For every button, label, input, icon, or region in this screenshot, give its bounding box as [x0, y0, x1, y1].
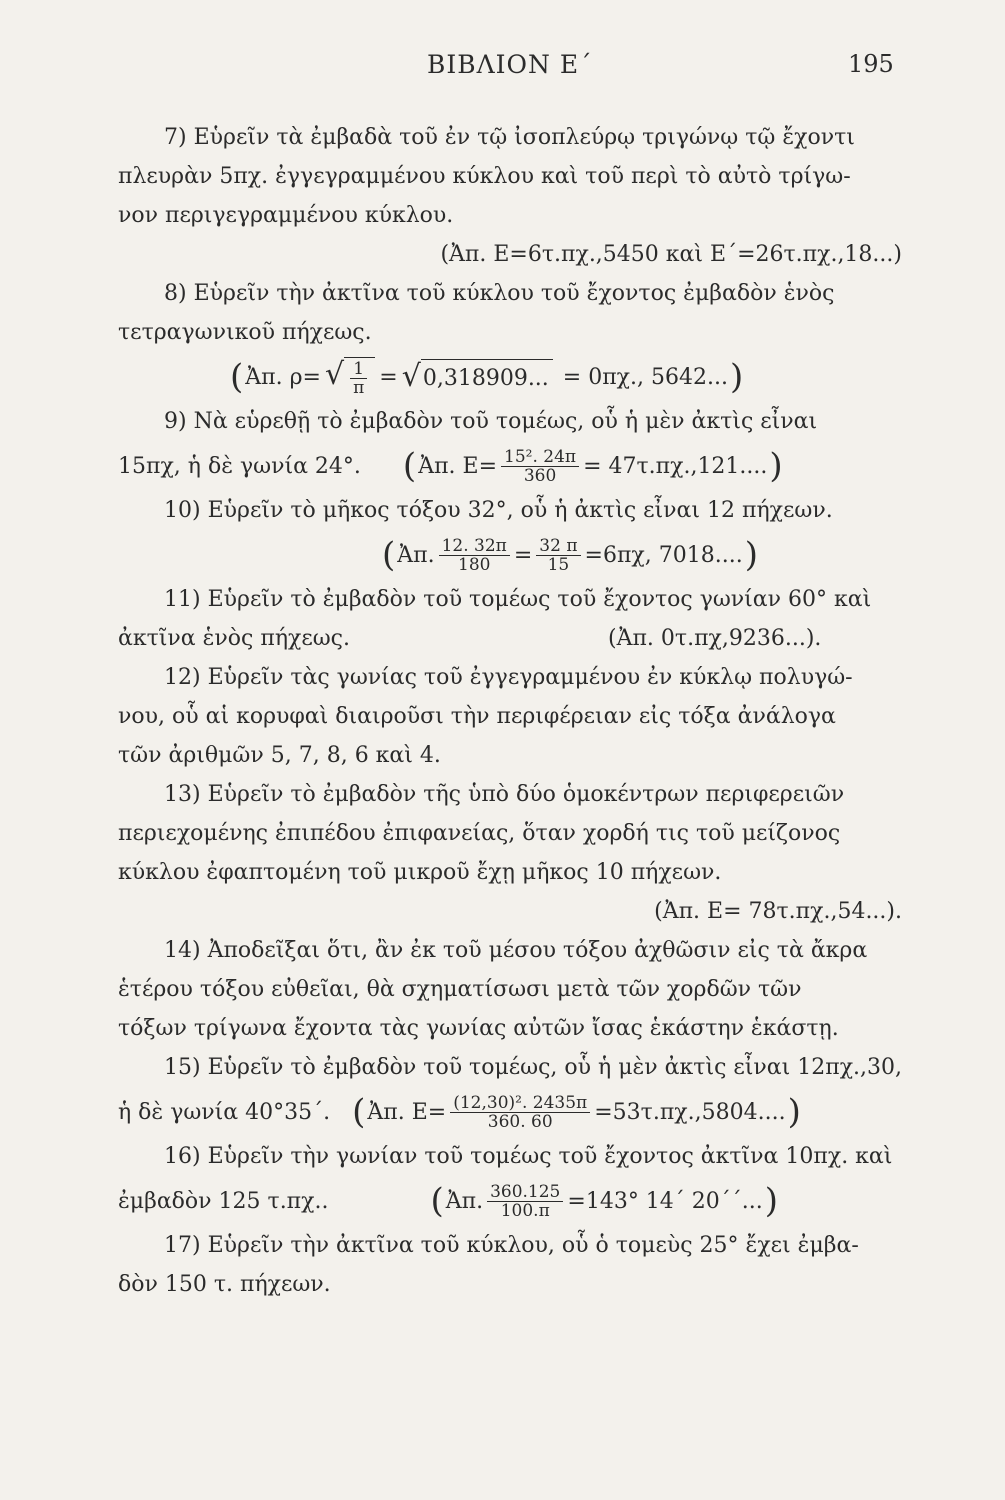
exercise-list — [118, 118, 918, 1304]
fraction — [350, 360, 367, 397]
exercise-11-line-1: 11) Εὑρεῖν τὸ ἐμβαδὸν τοῦ τομέως τοῦ ἔχοντος γωνίαν 60° καὶ — [164, 587, 872, 612]
paren-close: ) — [729, 357, 744, 397]
fraction-numerator: 12. 32π — [439, 537, 510, 556]
fraction-numerator: 1 — [350, 360, 367, 379]
exercise-7-line-1: 7) Εὑρεῖν τὰ ἐμβαδὰ τοῦ ἐν τῷ ἰσοπλεύρῳ τριγώνῳ τῷ ἔχοντι — [164, 125, 855, 150]
sqrt-fraction — [325, 357, 375, 397]
exercise-17-line-1: 17) Εὑρεῖν τὴν ἀκτῖνα τοῦ κύκλου, οὗ ὁ τομεὺς 25° ἔχει ἐμβα- — [164, 1233, 859, 1258]
exercise-12-line-1: 12) Εὑρεῖν τὰς γωνίας τοῦ ἐγγεγραμμένου ἐν κύκλῳ πολυγώ- — [164, 665, 853, 690]
fraction-numerator: (12,30)². 2435π — [450, 1094, 590, 1113]
fraction-numerator: 15². 24π — [501, 448, 579, 467]
exercise-7-answer: (Ἀπ. Ε=6τ.πχ.,5450 καὶ Ε΄=26τ.πχ.,18...) — [440, 242, 902, 267]
radical-sign-icon: √ — [324, 357, 345, 392]
answer-prefix: Ἀπ. ρ= — [245, 364, 321, 390]
paren-close: ) — [787, 1092, 801, 1132]
answer-result: =53τ.πχ.,5804.... — [594, 1099, 786, 1125]
exercise-13-answer: (Ἀπ. Ε= 78τ.πχ.,54...). — [654, 899, 902, 924]
paren-close: ) — [769, 446, 783, 486]
fraction-numerator: 360.125 — [487, 1183, 563, 1202]
exercise-13-line-2: περιεχομένης ἐπιπέδου ἐπιφανείας, ὅταν χορδή τις τοῦ μείζονος — [118, 821, 841, 846]
paren-open: ( — [352, 1092, 366, 1132]
radical-sign-icon: √ — [401, 359, 421, 394]
fraction — [439, 537, 510, 574]
fraction-denominator: π — [353, 378, 365, 398]
exercise-12-line-2: νου, οὗ αἱ κορυφαὶ διαιροῦσι τὴν περιφέρειαν εἰς τόξα ἀνάλογα — [118, 704, 836, 729]
fraction — [501, 448, 579, 485]
exercise-7-line-3: νον περιγεγραμμένου κύκλου. — [118, 203, 454, 228]
equals-sign: = — [379, 364, 398, 390]
answer-prefix: Ἀπ. Ε= — [367, 1099, 447, 1125]
answer-prefix: Ἀπ. — [445, 1188, 484, 1214]
exercise-8-line-2: τετραγωνικοῦ πήχεως. — [118, 320, 372, 345]
exercise-11-line-2 — [118, 619, 918, 658]
exercise-15-line-2 — [118, 1087, 918, 1137]
exercise-16-line-1: 16) Εὑρεῖν τὴν γωνίαν τοῦ τομέως τοῦ ἔχοντος ἀκτῖνα 10πχ. καὶ — [164, 1144, 893, 1169]
answer-result: =6πχ, 7018.... — [584, 542, 743, 568]
paren-open: ( — [402, 446, 417, 486]
answer-prefix: Ἀπ. — [397, 542, 435, 568]
exercise-15-line-1: 15) Εὑρεῖν τὸ ἐμβαδὸν τοῦ τομέως, οὗ ἡ μὲν ἀκτὶς εἶναι 12πχ.,30, — [164, 1055, 903, 1080]
exercise-16-text: ἐμβαδὸν 125 τ.πχ.. — [118, 1188, 329, 1214]
exercise-11-answer: (Ἀπ. 0τ.πχ,9236...). — [608, 626, 822, 651]
exercise-7-line-2: πλευρὰν 5πχ. ἐγγεγραμμένου κύκλου καὶ τοῦ περὶ τὸ αὐτὸ τρίγω- — [118, 164, 851, 189]
page-number: 195 — [848, 50, 894, 78]
fraction-denominator: 15 — [547, 554, 570, 575]
fraction — [536, 537, 580, 574]
paren-close: ) — [744, 535, 758, 575]
radicand: 0,318909... — [421, 359, 553, 395]
exercise-15-text: ἡ δὲ γωνία 40°35΄. — [118, 1099, 331, 1125]
exercise-8-answer — [118, 352, 918, 402]
fraction-denominator: 180 — [458, 554, 491, 575]
paren-open: ( — [382, 535, 396, 575]
exercise-14-line-3: τόξων τρίγωνα ἔχοντα τὰς γωνίας αὐτῶν ἴσας ἑκάστην ἑκάστῃ. — [118, 1016, 839, 1041]
exercise-14-line-2: ἑτέρου τόξου εὐθεῖαι, θὰ σχηματίσωσι μετὰ τῶν χορδῶν τῶν — [118, 977, 802, 1002]
exercise-9-text: 15πχ, ἡ δὲ γωνία 24°. — [118, 453, 361, 479]
exercise-10-answer — [118, 530, 918, 580]
exercise-17-line-2: δὸν 150 τ. πήχεων. — [118, 1272, 331, 1297]
fraction-numerator: 32 π — [536, 537, 580, 556]
exercise-11-text: ἀκτῖνα ἑνὸς πήχεως. — [118, 626, 350, 651]
answer-result: = 0πχ., 5642... — [562, 364, 728, 390]
exercise-13-line-1: 13) Εὑρεῖν τὸ ἐμβαδὸν τῆς ὑπὸ δύο ὁμοκέντρων περιφερειῶν — [164, 782, 845, 807]
exercise-13-line-3: κύκλου ἐφαπτομένη τοῦ μικροῦ ἔχῃ μῆκος 10 πήχεων. — [118, 860, 722, 885]
paren-close: ) — [764, 1181, 779, 1221]
exercise-9-line-2 — [118, 441, 918, 491]
page-header — [0, 44, 1005, 84]
running-title: ΒΙΒΛΙΟΝ Ε΄ — [427, 50, 593, 79]
exercise-8-line-1: 8) Εὑρεῖν τὴν ἀκτῖνα τοῦ κύκλου τοῦ ἔχοντος ἐμβαδὸν ἑνὸς — [164, 281, 835, 306]
equals-sign: = — [513, 542, 533, 568]
sqrt-decimal — [402, 359, 553, 395]
paren-open: ( — [230, 357, 244, 397]
paren-open: ( — [430, 1181, 444, 1221]
exercise-9-line-1: 9) Νὰ εὑρεθῇ τὸ ἐμβαδὸν τοῦ τομέως, οὗ ἡ μὲν ἀκτὶς εἶναι — [164, 409, 818, 434]
fraction-denominator: 360 — [523, 465, 557, 486]
answer-prefix: Ἀπ. Ε= — [418, 453, 498, 479]
answer-result: =143° 14΄ 20΄΄... — [567, 1188, 763, 1214]
fraction-denominator: 100.π — [500, 1200, 550, 1221]
exercise-10-line-1: 10) Εὑρεῖν τὸ μῆκος τόξου 32°, οὗ ἡ ἀκτὶς εἶναι 12 πήχεων. — [164, 498, 833, 523]
exercise-16-line-2 — [118, 1176, 918, 1226]
fraction — [487, 1183, 563, 1220]
fraction — [450, 1094, 590, 1131]
fraction-denominator: 360. 60 — [487, 1111, 553, 1132]
answer-result: = 47τ.πχ.,121.... — [583, 453, 768, 479]
exercise-14-line-1: 14) Ἀποδεῖξαι ὅτι, ἂν ἐκ τοῦ μέσου τόξου ἀχθῶσιν εἰς τὰ ἄκρα — [164, 938, 868, 963]
exercise-12-line-3: τῶν ἀριθμῶν 5, 7, 8, 6 καὶ 4. — [118, 743, 441, 768]
